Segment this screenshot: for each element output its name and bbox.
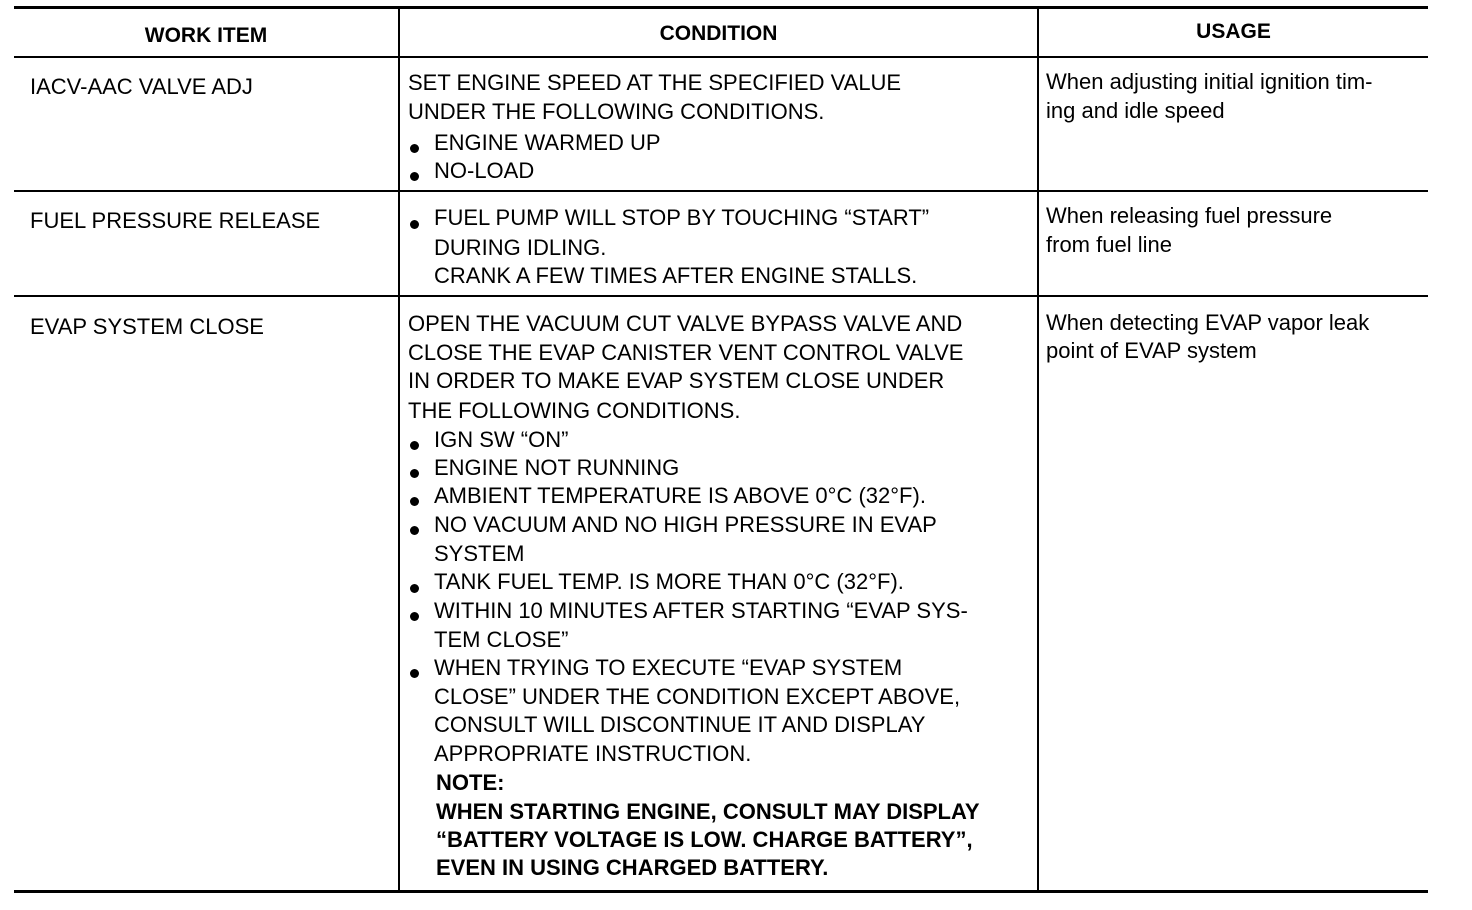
condition-bullet: ENGINE NOT RUNNING	[434, 455, 680, 480]
top-rule	[14, 6, 1428, 9]
condition-line: SET ENGINE SPEED AT THE SPECIFIED VALUE	[408, 70, 902, 95]
usage-line: When adjusting initial ignition tim-	[1046, 69, 1373, 94]
header-condition: CONDITION	[659, 22, 778, 45]
bullet-icon	[410, 612, 419, 621]
work-item-cell: IACV-AAC VALVE ADJ	[30, 74, 253, 99]
usage-line: When releasing fuel pressure	[1046, 203, 1333, 228]
condition-bullet-continuation: CONSULT WILL DISCONTINUE IT AND DISPLAY	[434, 712, 926, 737]
usage-line: from fuel line	[1046, 232, 1172, 257]
bullet-icon	[410, 526, 419, 535]
condition-bullet: TANK FUEL TEMP. IS MORE THAN 0°C (32°F).	[434, 569, 904, 594]
condition-bullet-continuation: CLOSE” UNDER THE CONDITION EXCEPT ABOVE,	[434, 684, 961, 709]
bullet-icon	[410, 220, 419, 229]
condition-bullet-continuation: DURING IDLING.	[434, 235, 607, 260]
condition-bullet: WITHIN 10 MINUTES AFTER STARTING “EVAP SYS-	[434, 598, 968, 623]
condition-bullet: IGN SW “ON”	[434, 427, 569, 452]
bottom-rule	[14, 890, 1428, 893]
bullet-icon	[410, 584, 419, 593]
condition-bullet: WHEN TRYING TO EXECUTE “EVAP SYSTEM	[434, 655, 903, 680]
condition-bullet-continuation: APPROPRIATE INSTRUCTION.	[434, 741, 752, 766]
condition-line: OPEN THE VACUUM CUT VALVE BYPASS VALVE AND	[408, 311, 963, 336]
header-rule	[14, 56, 1428, 58]
condition-bullet: NO VACUUM AND NO HIGH PRESSURE IN EVAP	[434, 512, 937, 537]
note-line: “BATTERY VOLTAGE IS LOW. CHARGE BATTERY”,	[436, 827, 973, 852]
work-item-cell: EVAP SYSTEM CLOSE	[30, 314, 264, 339]
condition-bullet: NO-LOAD	[434, 158, 535, 183]
note-label: NOTE:	[436, 770, 505, 795]
condition-line: UNDER THE FOLLOWING CONDITIONS.	[408, 99, 825, 124]
bullet-icon	[410, 469, 419, 478]
row1-rule	[14, 190, 1428, 192]
condition-line: THE FOLLOWING CONDITIONS.	[408, 398, 741, 423]
header-usage: USAGE	[1196, 20, 1271, 43]
col-divider-2	[1037, 8, 1039, 892]
condition-bullet-continuation: TEM CLOSE”	[434, 627, 569, 652]
note-line: WHEN STARTING ENGINE, CONSULT MAY DISPLAY	[436, 799, 980, 824]
work-item-cell: FUEL PRESSURE RELEASE	[30, 208, 321, 233]
note-line: EVEN IN USING CHARGED BATTERY.	[436, 855, 829, 880]
header-work-item: WORK ITEM	[144, 24, 268, 47]
condition-bullet: AMBIENT TEMPERATURE IS ABOVE 0°C (32°F).	[434, 483, 926, 508]
condition-bullet-continuation: CRANK A FEW TIMES AFTER ENGINE STALLS.	[434, 263, 918, 288]
bullet-icon	[410, 497, 419, 506]
usage-line: ing and idle speed	[1046, 98, 1225, 123]
condition-bullet-continuation: SYSTEM	[434, 541, 525, 566]
usage-line: When detecting EVAP vapor leak	[1046, 310, 1370, 335]
bullet-icon	[410, 669, 419, 678]
bullet-icon	[410, 172, 419, 181]
col-divider-1	[398, 8, 400, 892]
condition-line: IN ORDER TO MAKE EVAP SYSTEM CLOSE UNDER	[408, 368, 945, 393]
condition-line: CLOSE THE EVAP CANISTER VENT CONTROL VALVE	[408, 340, 964, 365]
usage-line: point of EVAP system	[1046, 338, 1257, 363]
row2-rule	[14, 295, 1428, 297]
condition-bullet: ENGINE WARMED UP	[434, 130, 661, 155]
bullet-icon	[410, 144, 419, 153]
bullet-icon	[410, 441, 419, 450]
condition-bullet: FUEL PUMP WILL STOP BY TOUCHING “START”	[434, 205, 930, 230]
